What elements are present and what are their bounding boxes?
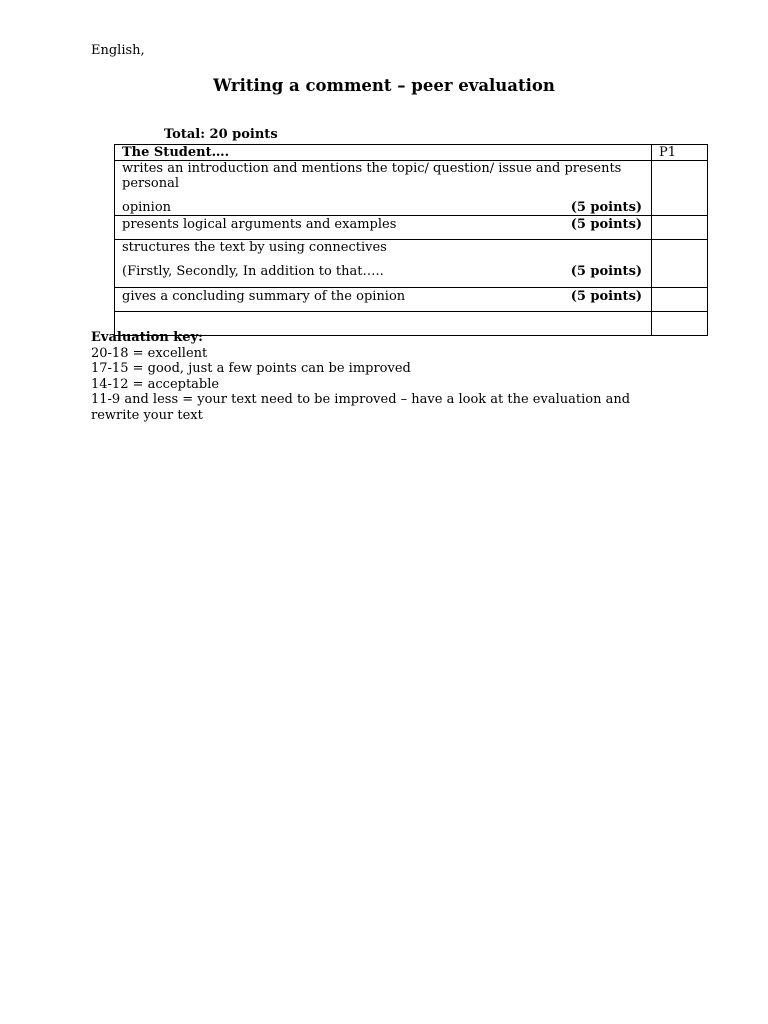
score-cell[interactable] <box>652 288 708 312</box>
criterion-text: (Firstly, Secondly, In addition to that….. <box>122 264 384 279</box>
criterion-cell <box>115 288 652 312</box>
table-row <box>115 288 708 312</box>
points-label: (5 points) <box>570 217 643 232</box>
table-row <box>115 161 708 216</box>
evaluation-key-line: 11-9 and less = your text need to be improved – have a look at the evaluation and rewrite your text <box>91 392 631 423</box>
table-row <box>115 216 708 240</box>
evaluation-key-line: 20-18 = excellent <box>91 345 208 361</box>
evaluation-key-line: 17-15 = good, just a few points can be improved <box>91 361 411 376</box>
subject-label: English, <box>91 43 145 58</box>
score-cell[interactable] <box>652 216 708 240</box>
criterion-cell <box>115 216 652 240</box>
header-criteria-cell: The Student…. <box>115 145 652 161</box>
criterion-line <box>122 217 644 232</box>
page-title: Writing a comment – peer evaluation <box>213 76 555 95</box>
evaluation-key-line: 14-12 = acceptable <box>91 376 220 392</box>
points-label: (5 points) <box>570 264 643 279</box>
criterion-line <box>122 289 644 304</box>
score-cell[interactable] <box>652 161 708 216</box>
points-label: (5 points) <box>570 200 643 215</box>
criterion-line <box>122 161 644 191</box>
table-row <box>115 240 708 288</box>
criterion-text: structures the text by using connectives <box>122 240 387 255</box>
rubric-table <box>114 144 708 336</box>
evaluation-key-title: Evaluation key: <box>91 330 203 345</box>
evaluation-key <box>91 330 681 423</box>
criterion-text: opinion <box>122 200 172 215</box>
criterion-text: gives a concluding summary of the opinion <box>122 289 406 304</box>
criterion-text: writes an introduction and mentions the topic/ question/ issue and presents personal <box>122 161 622 191</box>
criterion-text: presents logical arguments and examples <box>122 217 397 232</box>
criterion-line <box>122 200 644 215</box>
criterion-cell <box>115 240 652 288</box>
total-points-label: Total: 20 points <box>164 127 278 142</box>
points-label: (5 points) <box>570 289 643 304</box>
criterion-cell <box>115 161 652 216</box>
table-header-row <box>115 145 708 161</box>
criterion-line <box>122 240 644 255</box>
header-p1-cell: P1 <box>652 145 708 161</box>
score-cell[interactable] <box>652 240 708 288</box>
criterion-line <box>122 264 644 279</box>
